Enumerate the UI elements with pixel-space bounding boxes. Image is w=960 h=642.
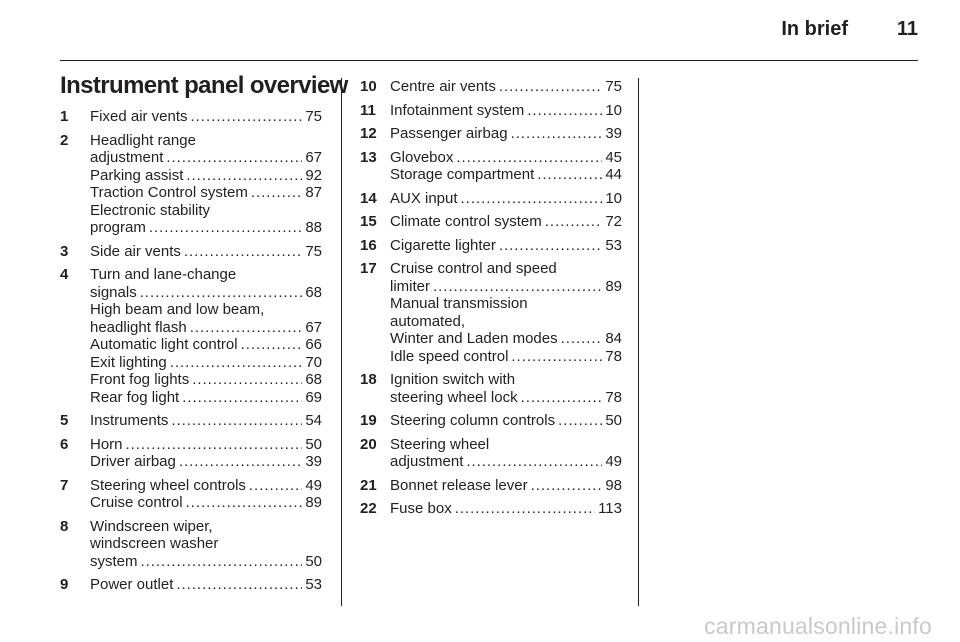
entry-line: [90, 132, 322, 150]
entry-label: Automatic light control: [90, 336, 238, 353]
entry-line: [390, 102, 622, 120]
page-reference: 10: [605, 101, 622, 119]
dot-leader: [561, 330, 603, 348]
page-reference: 50: [305, 552, 322, 570]
entry-body: [90, 108, 322, 126]
page-reference: 39: [605, 125, 622, 142]
index-entry: [60, 576, 322, 594]
entry-body: [390, 125, 622, 143]
entry-label: Ignition switch with: [390, 371, 516, 388]
entry-line: [390, 389, 622, 407]
header-rule: [60, 60, 918, 61]
page-reference: 49: [305, 476, 322, 494]
entry-line: [390, 500, 622, 518]
header-page-number: 11: [896, 18, 918, 40]
entry-number: 4: [60, 266, 69, 283]
dot-leader: [170, 354, 303, 372]
entry-body: [390, 149, 622, 184]
entry-number: 15: [360, 213, 377, 230]
entry-line: [390, 166, 622, 184]
entry-body: [390, 190, 622, 208]
entry-number: 17: [360, 260, 377, 277]
dot-leader: [179, 453, 302, 471]
index-entry: [360, 436, 622, 471]
index-entry: [60, 132, 322, 237]
index-entry: [60, 477, 322, 512]
dot-leader: [171, 412, 302, 430]
dot-leader: [511, 348, 602, 366]
index-entry: [360, 102, 622, 120]
page-reference: 45: [605, 148, 622, 166]
page-reference: 53: [305, 576, 322, 593]
entry-body: [390, 213, 622, 231]
page-reference: 54: [305, 412, 322, 429]
entry-label: Manual transmission: [390, 295, 528, 312]
entry-line: [90, 301, 322, 319]
entry-line: [90, 108, 322, 126]
entry-body: [390, 371, 622, 406]
entry-label: Idle speed control: [390, 347, 509, 365]
page-reference: 69: [305, 388, 322, 406]
dot-leader: [191, 108, 303, 126]
entry-line: [90, 518, 322, 536]
page-reference: 68: [305, 283, 322, 301]
column-divider-left: [341, 78, 342, 606]
dot-leader: [531, 477, 603, 495]
entry-line: [90, 553, 322, 571]
page-reference: 50: [305, 435, 322, 453]
entry-label: Instruments: [90, 412, 169, 429]
entry-number: 10: [360, 78, 377, 95]
dot-leader: [192, 371, 302, 389]
index-entry: [60, 412, 322, 430]
entry-line: [90, 354, 322, 372]
page-reference: 92: [305, 166, 322, 184]
dot-leader: [537, 166, 602, 184]
entry-body: [390, 78, 622, 96]
page-reference: 10: [605, 189, 622, 207]
index-entry: [60, 518, 322, 571]
entry-line: [390, 477, 622, 495]
entry-line: [390, 149, 622, 167]
index-column-right: [360, 78, 622, 524]
entry-line: [90, 576, 322, 594]
entry-line: [390, 412, 622, 430]
entry-number: 6: [60, 435, 69, 453]
entry-label: limiter: [390, 277, 430, 295]
page-reference: 72: [605, 213, 622, 230]
dot-leader: [190, 319, 303, 337]
index-entry: [360, 237, 622, 255]
entry-label: Turn and lane-change: [90, 266, 237, 283]
page-reference: 113: [598, 500, 622, 517]
entry-line: [90, 494, 322, 512]
entry-label: signals: [90, 283, 137, 301]
entry-body: [90, 518, 322, 571]
entry-body: [90, 132, 322, 237]
page-reference: 78: [605, 347, 622, 365]
entry-number: 18: [360, 371, 377, 388]
index-column-left: [60, 108, 322, 600]
dot-leader: [126, 436, 303, 454]
entry-label: Power outlet: [90, 576, 174, 593]
index-entry: [60, 243, 322, 261]
entry-label: Bonnet release lever: [390, 476, 528, 494]
entry-body: [390, 102, 622, 120]
entry-label: Climate control system: [390, 213, 542, 230]
page-reference: 66: [305, 336, 322, 353]
column-divider-right: [638, 78, 639, 606]
index-entry: [60, 436, 322, 471]
entry-line: [390, 78, 622, 96]
entry-label: Steering column controls: [390, 412, 556, 429]
dot-leader: [456, 149, 602, 167]
entry-label: Traction Control system: [90, 184, 248, 201]
entry-number: 13: [360, 148, 377, 166]
entry-label: adjustment: [90, 149, 164, 166]
page-reference: 53: [605, 236, 622, 254]
index-entry: [360, 500, 622, 518]
entry-number: 9: [60, 576, 69, 593]
page-reference: 67: [305, 318, 322, 336]
page-reference: 39: [305, 453, 322, 470]
dot-leader: [455, 500, 595, 518]
page-reference: 78: [605, 388, 622, 406]
dot-leader: [176, 576, 302, 594]
entry-line: [390, 278, 622, 296]
entry-body: [90, 412, 322, 430]
entry-label: Exit lighting: [90, 353, 167, 371]
entry-line: [90, 167, 322, 185]
entry-body: [90, 266, 322, 406]
entry-line: [390, 330, 622, 348]
entry-number: 3: [60, 242, 69, 260]
entry-label: Electronic stability: [90, 201, 211, 219]
index-entry: [360, 149, 622, 184]
entry-line: [390, 125, 622, 143]
watermark: carmanualsonline.info: [704, 613, 932, 639]
entry-line: [90, 412, 322, 430]
entry-label: Cruise control and speed: [390, 260, 557, 277]
entry-line: [390, 213, 622, 231]
entry-number: 12: [360, 125, 377, 142]
page-reference: 50: [605, 412, 622, 429]
index-entry: [360, 371, 622, 406]
dot-leader: [511, 125, 603, 143]
index-entry: [360, 78, 622, 96]
page-reference: 70: [305, 353, 322, 371]
entry-body: [390, 500, 622, 518]
page-reference: 88: [305, 219, 322, 236]
index-entry: [60, 266, 322, 406]
entry-number: 21: [360, 476, 377, 494]
entry-line: [90, 371, 322, 389]
entry-line: [90, 319, 322, 337]
page-reference: 49: [605, 453, 622, 470]
entry-line: [90, 436, 322, 454]
page-reference: 75: [605, 78, 622, 95]
entry-number: 14: [360, 189, 377, 207]
entry-label: Cruise control: [90, 494, 183, 511]
header-section-title: In brief: [781, 18, 848, 40]
entry-line: [390, 237, 622, 255]
entry-number: 8: [60, 517, 69, 535]
entry-body: [390, 412, 622, 430]
entry-line: [390, 371, 622, 389]
entry-line: [90, 243, 322, 261]
entry-label: Storage compartment: [390, 166, 535, 183]
dot-leader: [249, 477, 302, 495]
entry-label: program: [90, 219, 146, 236]
page-reference: 84: [605, 330, 622, 347]
entry-line: [90, 184, 322, 202]
entry-label: adjustment: [390, 453, 464, 470]
dot-leader: [166, 149, 302, 167]
dot-leader: [433, 278, 602, 296]
entry-label: system: [90, 552, 138, 570]
entry-number: 19: [360, 412, 377, 429]
page-reference: 68: [305, 371, 322, 388]
entry-label: Side air vents: [90, 242, 181, 260]
dot-leader: [186, 494, 303, 512]
entry-label: automated,: [390, 312, 466, 330]
dot-leader: [545, 213, 603, 231]
index-entry: [60, 108, 322, 126]
dot-leader: [149, 219, 302, 237]
entry-label: Horn: [90, 435, 123, 453]
index-entry: [360, 190, 622, 208]
dot-leader: [527, 102, 602, 120]
entry-number: 2: [60, 131, 69, 149]
entry-label: steering wheel lock: [390, 388, 518, 406]
dot-leader: [186, 167, 302, 185]
entry-body: [90, 477, 322, 512]
entry-line: [90, 219, 322, 237]
page-reference: 75: [305, 108, 322, 125]
entry-line: [90, 202, 322, 220]
index-entry: [360, 477, 622, 495]
entry-label: High beam and low beam,: [90, 301, 265, 318]
dot-leader: [182, 389, 302, 407]
entry-line: [390, 453, 622, 471]
entry-number: 7: [60, 476, 69, 494]
entry-label: Headlight range: [90, 131, 196, 149]
entry-label: Steering wheel controls: [90, 476, 246, 494]
entry-label: headlight flash: [90, 318, 187, 336]
page-reference: 67: [305, 149, 322, 166]
entry-line: [90, 284, 322, 302]
entry-line: [390, 295, 622, 313]
dot-leader: [241, 336, 303, 354]
entry-line: [90, 389, 322, 407]
entry-label: Fixed air vents: [90, 108, 188, 125]
entry-label: Front fog lights: [90, 371, 190, 388]
dot-leader: [251, 184, 302, 202]
entry-label: Glovebox: [390, 148, 454, 166]
dot-leader: [558, 412, 602, 430]
entry-label: AUX input: [390, 189, 458, 207]
entry-line: [390, 190, 622, 208]
index-entry: [360, 412, 622, 430]
entry-body: [90, 243, 322, 261]
entry-label: Rear fog light: [90, 388, 180, 406]
index-entry: [360, 213, 622, 231]
dot-leader: [141, 553, 303, 571]
entry-number: 22: [360, 500, 377, 517]
entry-label: Parking assist: [90, 166, 184, 184]
index-entry: [360, 260, 622, 365]
entry-label: Windscreen wiper,: [90, 517, 213, 535]
dot-leader: [184, 243, 302, 261]
dot-leader: [140, 284, 303, 302]
entry-label: windscreen washer: [90, 535, 219, 552]
dot-leader: [461, 190, 603, 208]
dot-leader: [521, 389, 603, 407]
entry-body: [390, 477, 622, 495]
dot-leader: [466, 453, 602, 471]
entry-line: [390, 348, 622, 366]
entry-body: [90, 436, 322, 471]
page-reference: 75: [305, 242, 322, 260]
entry-label: Winter and Laden modes: [390, 330, 558, 347]
entry-label: Passenger airbag: [390, 125, 508, 142]
entry-number: 16: [360, 236, 377, 254]
entry-body: [90, 576, 322, 594]
page-reference: 87: [305, 184, 322, 201]
entry-number: 5: [60, 412, 69, 429]
entry-line: [90, 336, 322, 354]
dot-leader: [499, 78, 602, 96]
entry-number: 20: [360, 435, 377, 453]
entry-body: [390, 436, 622, 471]
entry-line: [90, 266, 322, 284]
page-reference: 44: [605, 166, 622, 183]
page-reference: 89: [605, 277, 622, 295]
dot-leader: [499, 237, 602, 255]
entry-label: Steering wheel: [390, 435, 490, 453]
entry-label: Cigarette lighter: [390, 236, 496, 254]
entry-label: Centre air vents: [390, 78, 496, 95]
entry-line: [390, 313, 622, 331]
entry-label: Infotainment system: [390, 101, 525, 119]
entry-body: [390, 237, 622, 255]
index-entry: [360, 125, 622, 143]
entry-label: Driver airbag: [90, 453, 176, 470]
entry-body: [390, 260, 622, 365]
page-title: Instrument panel overview: [60, 72, 348, 99]
entry-number: 1: [60, 108, 69, 125]
entry-number: 11: [360, 101, 376, 119]
entry-line: [90, 149, 322, 167]
entry-label: Fuse box: [390, 500, 452, 517]
entry-line: [390, 436, 622, 454]
page-reference: 89: [305, 494, 322, 511]
entry-line: [90, 535, 322, 553]
entry-line: [90, 477, 322, 495]
entry-line: [390, 260, 622, 278]
entry-line: [90, 453, 322, 471]
page-reference: 98: [605, 476, 622, 494]
